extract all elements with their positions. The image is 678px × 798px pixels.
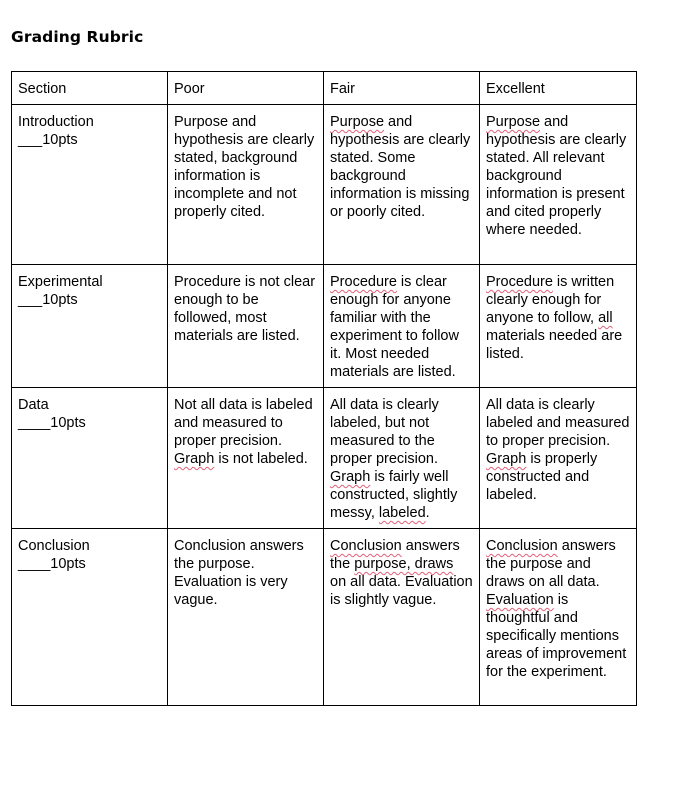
section-label: Experimental ___10pts (18, 274, 103, 308)
table-row (12, 105, 637, 265)
spellcheck-word: all (598, 310, 613, 326)
fair-cell (324, 265, 480, 388)
section-cell (12, 529, 168, 706)
header-excellent: Excellent (480, 72, 637, 105)
fair-text: answers the (330, 538, 460, 572)
header-poor: Poor (168, 72, 324, 105)
excellent-text: answers the purpose and draws on all data. (486, 538, 616, 590)
section-label: Conclusion ____10pts (18, 538, 90, 572)
spellcheck-word: Purpose (486, 114, 541, 130)
fair-text: and hypothesis are clearly stated. Some background information is missing or poorly cited. (330, 114, 471, 220)
poor-text: Purpose and hypothesis are clearly stated, background information is incomplete and not properly cited. (174, 114, 315, 220)
spellcheck-word: Procedure (330, 274, 397, 290)
excellent-text: is written clearly enough for anyone to follow, (486, 274, 615, 326)
fair-text: is clear enough for anyone familiar with the experiment to follow it. Most needed materials are listed. (330, 274, 459, 380)
poor-cell (168, 388, 324, 529)
poor-cell (168, 265, 324, 388)
section-cell (12, 388, 168, 529)
table-row (12, 529, 637, 706)
spellcheck-word: Graph (486, 451, 527, 467)
excellent-cell (480, 265, 637, 388)
fair-text: is fairly well constructed, slightly messy, (330, 469, 458, 521)
excellent-text: materials needed are listed. (486, 328, 623, 362)
spellcheck-word: Purpose (330, 114, 385, 130)
spellcheck-word: Evaluation (486, 592, 554, 608)
spellcheck-word: Graph (330, 469, 371, 485)
poor-cell (168, 529, 324, 706)
header-fair: Fair (324, 72, 480, 105)
fair-text: on all data. Evaluation is slightly vague. (330, 574, 473, 608)
excellent-cell (480, 388, 637, 529)
poor-cell (168, 105, 324, 265)
fair-cell (324, 388, 480, 529)
section-label: Introduction ___10pts (18, 114, 94, 148)
excellent-text: All data is clearly labeled and measured to proper precision. (486, 397, 630, 449)
section-cell (12, 105, 168, 265)
poor-text: is not labeled. (214, 451, 308, 467)
excellent-text: is properly constructed and labeled. (486, 451, 598, 503)
spellcheck-word: Graph (174, 451, 215, 467)
spellcheck-word: Procedure (486, 274, 553, 290)
table-row (12, 265, 637, 388)
rubric-table (11, 71, 637, 706)
header-section: Section (12, 72, 168, 105)
fair-cell (324, 105, 480, 265)
spellcheck-word: Conclusion (486, 538, 558, 554)
spellcheck-word: Conclusion (330, 538, 402, 554)
excellent-cell (480, 529, 637, 706)
excellent-text: is thoughtful and specifically mentions areas of improvement for the experiment. (486, 592, 627, 680)
spellcheck-word: labeled (378, 505, 426, 521)
document-title: Grading Rubric (11, 28, 144, 46)
poor-text: Procedure is not clear enough to be followed, most materials are listed. (174, 274, 316, 344)
fair-cell (324, 529, 480, 706)
poor-text: Not all data is labeled and measured to proper precision. (174, 397, 313, 449)
excellent-text: and hypothesis are clearly stated. All relevant background information is present and cited properly where needed. (486, 114, 627, 238)
table-header-row (12, 72, 637, 105)
fair-text: All data is clearly labeled, but not measured to the proper precision. (330, 397, 439, 467)
spellcheck-word: purpose, draws (354, 556, 454, 572)
poor-text: Conclusion answers the purpose. Evaluation is very vague. (174, 538, 304, 608)
fair-text: . (425, 505, 430, 521)
table-row (12, 388, 637, 529)
excellent-cell (480, 105, 637, 265)
section-cell (12, 265, 168, 388)
section-label: Data ____10pts (18, 397, 86, 431)
